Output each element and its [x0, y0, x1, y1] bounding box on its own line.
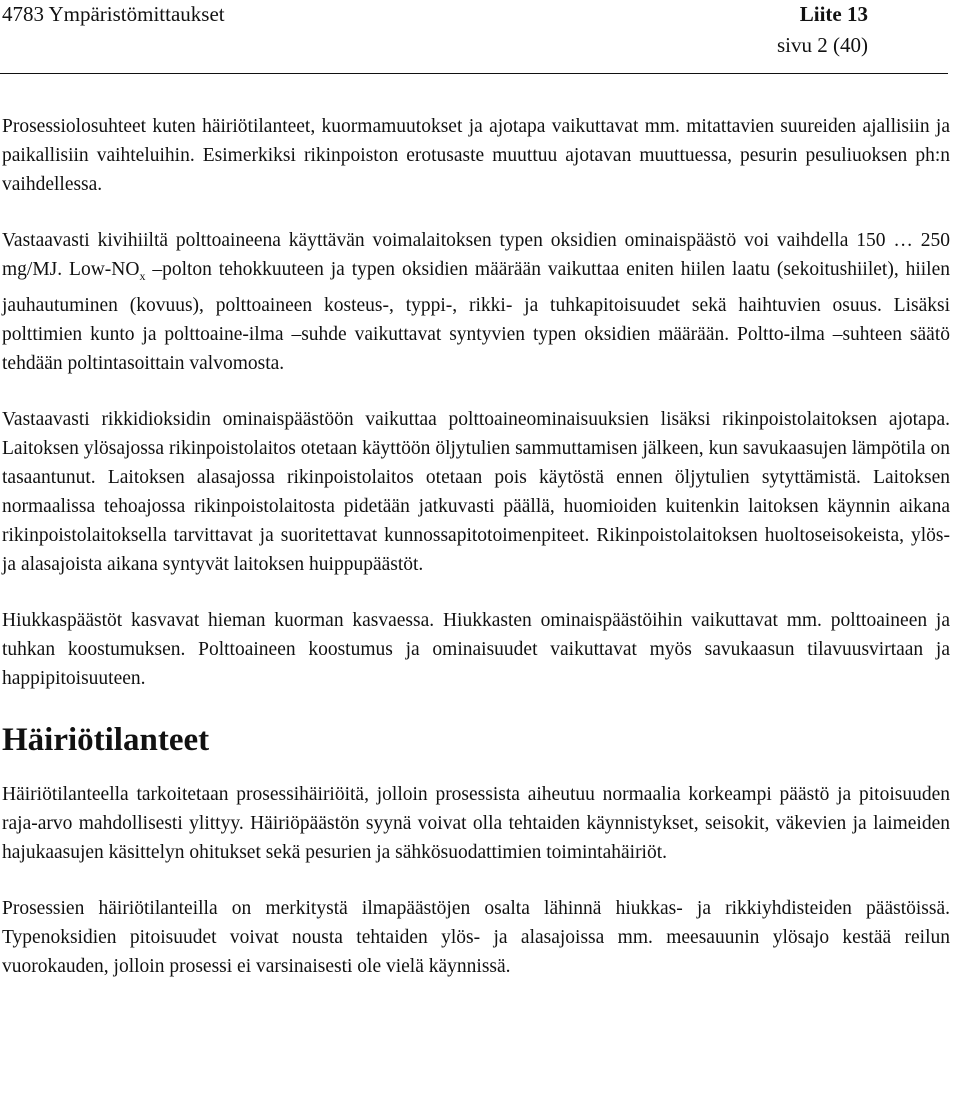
paragraph-disturbance-significance: Prosessien häiriötilanteilla on merkitystä ilmapäästöjen osalta lähinnä hiukkas- ja rikkiyhdisteiden päästöissä. Typenoksidien pitoisuudet voivat nousta tehtaiden ylös- ja alasajoissa mm. meesauunin ylösajo kestää reilun vuorokauden, jolloin prosessi ei varsinaisesti ole vielä käynnissä.: [2, 897, 950, 977]
nox-subscript: x: [139, 268, 146, 283]
document-title: 4783 Ympäristömittaukset: [2, 2, 225, 26]
appendix-label: Liite 13: [799, 2, 868, 26]
paragraph-process-conditions: Prosessiolosuhteet kuten häiriötilanteet, kuormamuutokset ja ajotapa vaikuttavat mm. mitattavien suureiden ajallisiin ja paikallisiin vaihteluihin. Esimerkiksi rikinpoiston erotusaste muuttuu ajotavan muuttuessa, pesurin pesuliuoksen ph:n vaihdellessa.: [2, 116, 950, 195]
page-number: sivu 2 (40): [777, 33, 868, 57]
paragraph-nox-part2: –polton tehokkuuteen ja typen oksidien määrään vaikuttaa eniten hiilen laatu (sekoitushiilet), hiilen jauhautuminen (kovuus), polttoaineen kosteus-, typpi-, rikki- ja tuhkapitoisuudet sekä haihtuvien osuus. Lisäksi polttimien kunto ja polttoaine-ilma –suhde vaikuttavat syntyvien typen oksidien määrään. Poltto-ilma –suhteen säätö tehdään poltintasoittain valvomosta.: [2, 259, 950, 374]
header-rule: [0, 73, 948, 74]
paragraph-nox-part1: Vastaavasti kivihiiltä polttoaineena käyttävän voimalaitoksen typen oksidien ominaispäästö voi vaihdella 150 … 250 mg/MJ. Low-NO: [2, 230, 950, 280]
section-heading: Häiriötilanteet: [2, 721, 210, 758]
paragraph-sulfur-dioxide: Vastaavasti rikkidioksidin ominaispäästöön vaikuttaa polttoaineominaisuuksien lisäksi rikinpoistolaitoksen ajotapa. Laitoksen ylösajossa rikinpoistolaitos otetaan käyttöön öljytulien sammuttamisen jälkeen, kun savukaasujen lämpötila on tasaantunut. Laitoksen alasajossa rikinpoistolaitos otetaan pois käytöstä ennen öljytulien sytyttämistä. Laitoksen normaalissa tehoajossa rikinpoistolaitosta pidetään jatkuvasti päällä, huomioiden kuitenkin laitoksen käynnin aikana rikinpoistolaitoksella tarvittavat ja suoritettavat kunnossapitotoimenpiteet. Rikinpoistolaitoksen huoltoseisokeista, ylös- ja alasajoista aikana syntyvät laitoksen huippupäästöt.: [2, 408, 950, 575]
document-body: [2, 112, 950, 1008]
paragraph-particulates: Hiukkaspäästöt kasvavat hieman kuorman kasvaessa. Hiukkasten ominaispäästöihin vaikuttavat mm. polttoaineen ja tuhkan koostumuksen. Polttoaineen koostumus ja ominaisuudet vaikuttavat myös savukaasun tilavuusvirtaan ja happipitoisuuteen.: [2, 609, 950, 689]
paragraph-disturbances: Häiriötilanteella tarkoitetaan prosessihäiriöitä, jolloin prosessista aiheutuu normaalia korkeampi päästö ja pitoisuuden raja-arvo mahdollisesti ylittyy. Häiriöpäästön syynä voivat olla tehtaiden käynnistykset, seisokit, väkevien ja laimeiden hajukaasujen käsittelyn ohitukset sekä pesurien ja sähkösuodattimien toimintahäiriöt.: [2, 783, 950, 863]
page-header-right: [777, 0, 868, 59]
paragraph-nitrogen-oxides: [2, 226, 950, 378]
